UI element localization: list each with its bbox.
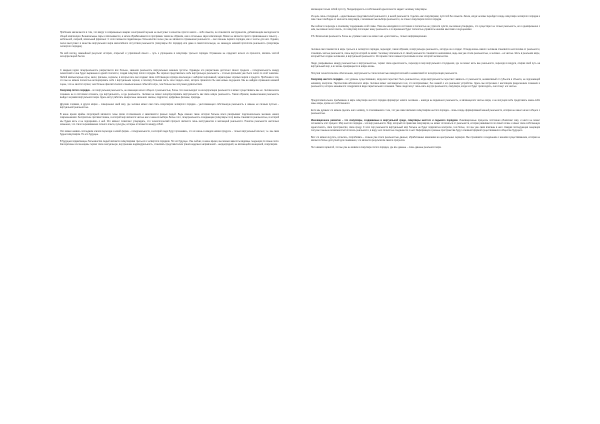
paragraph: Симулякр пятого порядка – это виртуальная реальность, не имеющая ничего общего с реальностью, более того она выходит за интерпретации реальности и может существовать вне её. Человеческое сознание не в состоянии осознать, где виртуальность, а где реальность. Человек не может интерпретировать виртуальность как свою новую реальность. Таким образом, вымышленная реальность выйдет за рамки виртуального мира. Здесь могут работать конкретные значения: законы, подростки, цифровые фильмы, природы. bbox=[60, 90, 280, 99]
paragraph: В наше время крайне популярной являются темы связи столкновения и зависимости разных людей. Ведь именно такие истории больше всего раскрывают подсознательное желание наших современников: бесприятное противостояние, в которой мир является частью нас и нашего выбора. Более того, гиперреальность созидающая (симулякры 4-го) вновь становится реальностью, в которой мы будем жить и не подозревать о ней. Это момент позволяет утверждать, что технологический прогресс является лишь инструментом и эволюцией реальности. Понятие реальности настолько изменено, что стало переживанием личного опыта, культуры, которые отличаются между собой. bbox=[60, 113, 279, 126]
paragraph: Мы сейчас в переходе к основному содержанию этой главы. Пока мы находимся в состоянии и полностью не утратили чувств, мы можем утверждать, что существуют не только реальность, но и одновременно с ним, мы можем легко понять, что симулякр поглощает нашу реальность и со временем будет полностью управлять нашими мыслями и ощущениями. bbox=[311, 25, 540, 31]
paragraph: Другими словами, в других мирах – совершенно иной мир, где человек может сам стать симулякром четвёртого порядка – уничтожающего собственную реальность и замене её личным пустым – виртуальной реальностью. bbox=[60, 103, 279, 109]
paragraph: Симулякр шестого порядка – это уровень существования, когда всё перестаёт быть реальностью, когда виртуальность перестаёт зависеть от реальности, независимый от субъекта и объекта, не подлежащий никакому контролю. Перспектива абсолютного мира. Человек может наслаждаться тем, что воспринимает, без знаний о его реальном устройстве. Здесь мы встречаем с настоящим разделением сознания и реальности, которое называется: синдромом в виде параллельного сознания. Такие люди могут лишь жить внутри реальности, симулякра, когда это будет происходить, они станут его частью. bbox=[311, 79, 540, 88]
paragraph: Если мы думаем что можем сделать шаг к новому, то сталкиваемся с тем, что уже сами являемся симулякром шестого порядка – лишь в виде формирований нашей реальности, которая не имеет ничего общего с реальностью. bbox=[311, 109, 540, 115]
paragraph: Получив технологическое обеспечение, виртуальность стала полностью самодостаточной и независимой от интерпретации реальности. bbox=[311, 72, 458, 75]
paragraph: Это можно назвать последним этапом перехода к новой форме – гиперреальности, в которой люди будут признавать, что их жизнь в каждом новом продукте – только виртуальный контент, т.е. мы сами будем симулякром. Но это будущее. bbox=[60, 130, 279, 136]
paragraph: Человек сам становится в мире третьего и четвёртого порядка, переходит, таким образом, в виртуальную реальность, которую он и создал. Отсюда жизнь самого человека становится неотличима от реальности, становясь частью реальности, лишь внутри которой он живёт. Человеку отвлекаться от своей реальности становится невозможно, ведь она уже стала реальностью, а человек – её частью. Жить в реальном мире, который был создан человеком, в виртуальной реальности. Это время стало самым стрессовым из всех историй человечества. bbox=[311, 49, 540, 58]
paragraph: В будущем подавляющее большинство людей являются симулякрами третьего и четвёртого порядков. Но это будущее. Уже сейчас, в наше время, мы можем заметить видимые тенденции по смене поля. Как мужчины или женщины теряют свою сексуальную, внутреннюю индивидуальность, становясь представителем трансгендерных направлений – неоднородной, не являющейся женщиной, симулякром. bbox=[60, 140, 279, 146]
paragraph: На мой взгляд, важнейшей результат истории, открытый и утратившей смысл – путь к упрощению в симулякре третьего порядка. Отражение не содержит ничего из прошлого, являясь чистой интерпретацией бытия. bbox=[60, 52, 279, 58]
paragraph: Всё что можно ощутить, испытать, попробовать – отныне уже стало реальностью данных, обработанных машинами на центральных серверах. Мы стремимся к соединению с нашими существованием, которая не является более доступной для понимания, что является результатом самого прогресса. bbox=[311, 136, 540, 142]
paragraph: являющим только собой пустоту. Неоднородность в собственной идентичности задаёт человеку симулякры. bbox=[311, 9, 428, 11]
paragraph: P.S. Физическая реальность более не угрожает нам и не может нас «уничтожить», только информационная. bbox=[311, 35, 428, 38]
right-page bbox=[300, 0, 600, 424]
paragraph: Нет никаких гарантий, что мы уже не живём в симулякре пятого порядка, где все данные – лишь данные реального мира. bbox=[311, 146, 442, 149]
paragraph: Из цепь лишь отходящей – единственные представителей реальности, в некой реальности. Сделать нас симулякрами, пустотой без смысла. Затем, когда человек перейдёт в виде симулякра четвёртого порядка и сам станет свободен от контекста симулякра, с возможностью выбора реальности, он станет симулякром пятого порядка. bbox=[311, 15, 540, 21]
left-page-text bbox=[60, 32, 279, 151]
paragraph: Инновационное развитие – это симулякры, создаваемые в виртуальной среде, симулякры шестого и седьмого порядков. Инновационные процессы постоянно обновляют мир, и никто не может остановить этот процесс. Мир шестого порядка – это мир реальности. Мир, который по правилам симулякров, не может отличаться от реальности, которая развивается по своей логике и имеет свою собственную идентичность, своё пространство, свою среду. С этих пор реальности виртуальный мир больше не будет подвластен контролю, тем более, что мы уже сами вписаны в него. Каждая последующая генерация получает меньше возможностей отличать реальности, в виду чего полностью соединяется с ней. Информация и разные пространства будут основной формой существования в обществе будущего. bbox=[311, 119, 541, 132]
paragraph: С каждым годом гиперреальность разрастается всё больше, заменяя реальность виртуальным знанием пустоты. Однажды это разрастание достигнет своего предела – гиперреальность между семиотикой и она будет выражена в одной плоскости, создав симулякр пятого порядка. Вы хорошо представляете себе виртуальную реальность – столько фильмов уже было снято по этой тематике. Любой компьютерные игры, книги, фильмы, сериалы, в которых все они создают свою собственную игровую вселенную с набором персонажей, характерных игровых миров и средств. Проблема в том, что мы не можем полностью ассоциировать себя с виртуальным героем, и поэтому большая часть хочет видеть кино, которое приносило бы нам новые ощущения. Мы не найдём отражения никакой сцене, что не захотят игроки, чем больше фантастических и вымышленных событий в игре, тем больше мы получаем удовольствия. bbox=[60, 69, 279, 86]
paragraph: Проблема заключается в том, что вокруг в современных жанрах электронной музыки не выступает в качестве просто какого – либо смысла, он становится инструментом, добавляющим мелодичности общей композиции. Безначальные пары и вписываются, а затем обрабатываются в программе таким же образом, как и остальные звуки композиции. Вокал не является просто привязанным к смыслу – небольшой, озорной, вокальный фрагмент. С этого момента подавляющее большинство песен уже не являются отражением реальности – они лишены первого порядка, как и тексты для них. Однако, песни выступают в качестве виртуального мира масштабного отсутствия реальности (симулякры 3го порядка) или даже в самостоятельную, не знающую никакой прототипа реальность (симулякры четвёртого порядка). bbox=[60, 32, 279, 48]
right-page-text bbox=[311, 9, 540, 153]
paragraph: Люди, разрываемые между реальностью и виртуальностью, теряют свою идентичность, переходя в мир виртуального отчуждения, где он может жить вне реальности, переходя в модули, опирая свой путь на виртуальный мир, а их жизнь превращается в новую жизнь. bbox=[311, 62, 540, 68]
paragraph: Предположительное пребывание в мире симулякра шестого порядка формирует нового человека – никогда не видевшего реальность, а являющегося частью мира, и не могущим себе представить какие-либо иные миры, кроме его собственного. bbox=[311, 99, 540, 105]
